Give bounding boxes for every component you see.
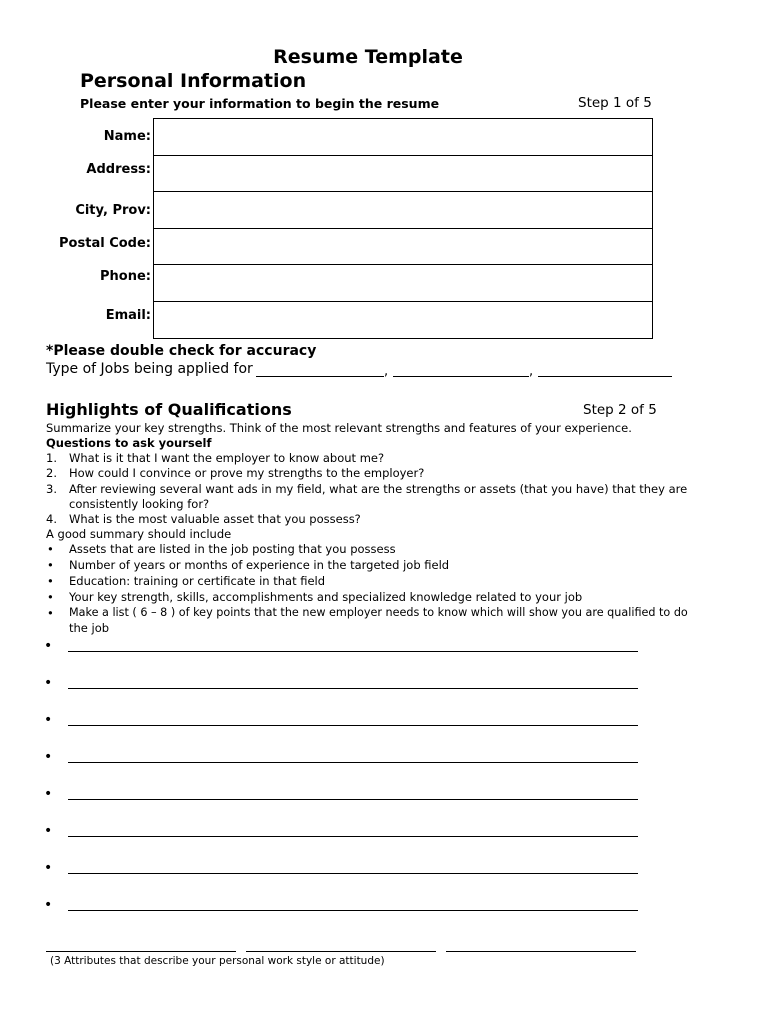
jobs-label: Type of Jobs being applied for <box>46 361 253 377</box>
summary-bullet: Make a list ( 6 – 8 ) of key points that the new employer needs to know which will show you are qualified to do <box>69 606 688 619</box>
key-point-line-1[interactable] <box>68 651 638 652</box>
name-field[interactable] <box>153 118 653 156</box>
key-point-line-5[interactable] <box>68 799 638 800</box>
address-field[interactable] <box>153 155 653 192</box>
step-indicator-1: Step 1 of 5 <box>578 95 652 111</box>
summary-instruction: Summarize your key strengths. Think of the most relevant strengths and features of your experience. <box>46 421 632 435</box>
summary-bullet-continuation: the job <box>69 621 110 635</box>
bullet-glyph: • <box>44 749 53 765</box>
key-point-line-8[interactable] <box>68 910 638 911</box>
question-number: 1. <box>46 451 57 465</box>
attribute-field-3[interactable] <box>446 951 636 952</box>
bullet-glyph: • <box>44 675 53 691</box>
bullet-glyph: • <box>44 823 53 839</box>
phone-field[interactable] <box>153 264 653 302</box>
job-type-field-1[interactable] <box>256 376 384 377</box>
job-type-field-2[interactable] <box>393 376 529 377</box>
question-text: After reviewing several want ads in my field, what are the strengths or assets (that you have) that they are <box>69 482 688 496</box>
job-type-field-3[interactable] <box>538 376 672 377</box>
key-point-line-4[interactable] <box>68 762 638 763</box>
bullet-glyph: • <box>47 542 54 556</box>
bullet-glyph: • <box>44 897 53 913</box>
key-point-line-7[interactable] <box>68 873 638 874</box>
question-number: 3. <box>46 482 57 496</box>
postal-code-field[interactable] <box>153 228 653 265</box>
document-title: Resume Template <box>273 46 463 68</box>
phone-label: Phone: <box>100 269 151 284</box>
attributes-note: (3 Attributes that describe your personal work style or attitude) <box>50 955 385 967</box>
summary-bullet: Number of years or months of experience in the targeted job field <box>69 558 450 572</box>
question-text-continuation: consistently looking for? <box>69 497 210 511</box>
summary-bullet: Your key strength, skills, accomplishments and specialized knowledge related to your job <box>69 590 583 604</box>
question-text: How could I convince or prove my strengths to the employer? <box>69 466 425 480</box>
accuracy-note: *Please double check for accuracy <box>46 343 317 359</box>
name-label: Name: <box>103 129 151 144</box>
section-heading-personal-information: Personal Information <box>80 70 307 92</box>
bullet-glyph: • <box>47 590 54 604</box>
bullet-glyph: • <box>44 786 53 802</box>
questions-heading: Questions to ask yourself <box>46 436 212 450</box>
step-indicator-2: Step 2 of 5 <box>583 402 657 418</box>
city-prov-label: City, Prov: <box>75 203 151 218</box>
bullet-glyph: • <box>44 860 53 876</box>
summary-bullet: Assets that are listed in the job posting that you possess <box>69 542 396 556</box>
bullet-glyph: • <box>47 606 54 620</box>
section-heading-highlights: Highlights of Qualifications <box>46 400 292 419</box>
bullet-glyph: • <box>44 712 53 728</box>
key-point-line-2[interactable] <box>68 688 638 689</box>
question-number: 2. <box>46 466 57 480</box>
email-label: Email: <box>105 308 151 323</box>
jobs-separator-1: , <box>384 364 389 379</box>
question-text: What is it that I want the employer to know about me? <box>69 451 385 465</box>
instruction-text: Please enter your information to begin the resume <box>80 96 440 111</box>
question-number: 4. <box>46 512 57 526</box>
jobs-separator-2: , <box>529 364 534 379</box>
bullet-glyph: • <box>44 638 53 654</box>
summary-heading: A good summary should include <box>46 527 232 541</box>
address-label: Address: <box>86 162 151 177</box>
key-point-line-3[interactable] <box>68 725 638 726</box>
postal-code-label: Postal Code: <box>59 236 151 251</box>
key-point-line-6[interactable] <box>68 836 638 837</box>
question-text: What is the most valuable asset that you possess? <box>69 512 361 526</box>
bullet-glyph: • <box>47 558 54 572</box>
summary-bullet: Education: training or certificate in that field <box>69 574 326 588</box>
bullet-glyph: • <box>47 574 54 588</box>
attribute-field-1[interactable] <box>46 951 236 952</box>
email-field[interactable] <box>153 301 653 339</box>
attribute-field-2[interactable] <box>246 951 436 952</box>
city-prov-field[interactable] <box>153 191 653 229</box>
